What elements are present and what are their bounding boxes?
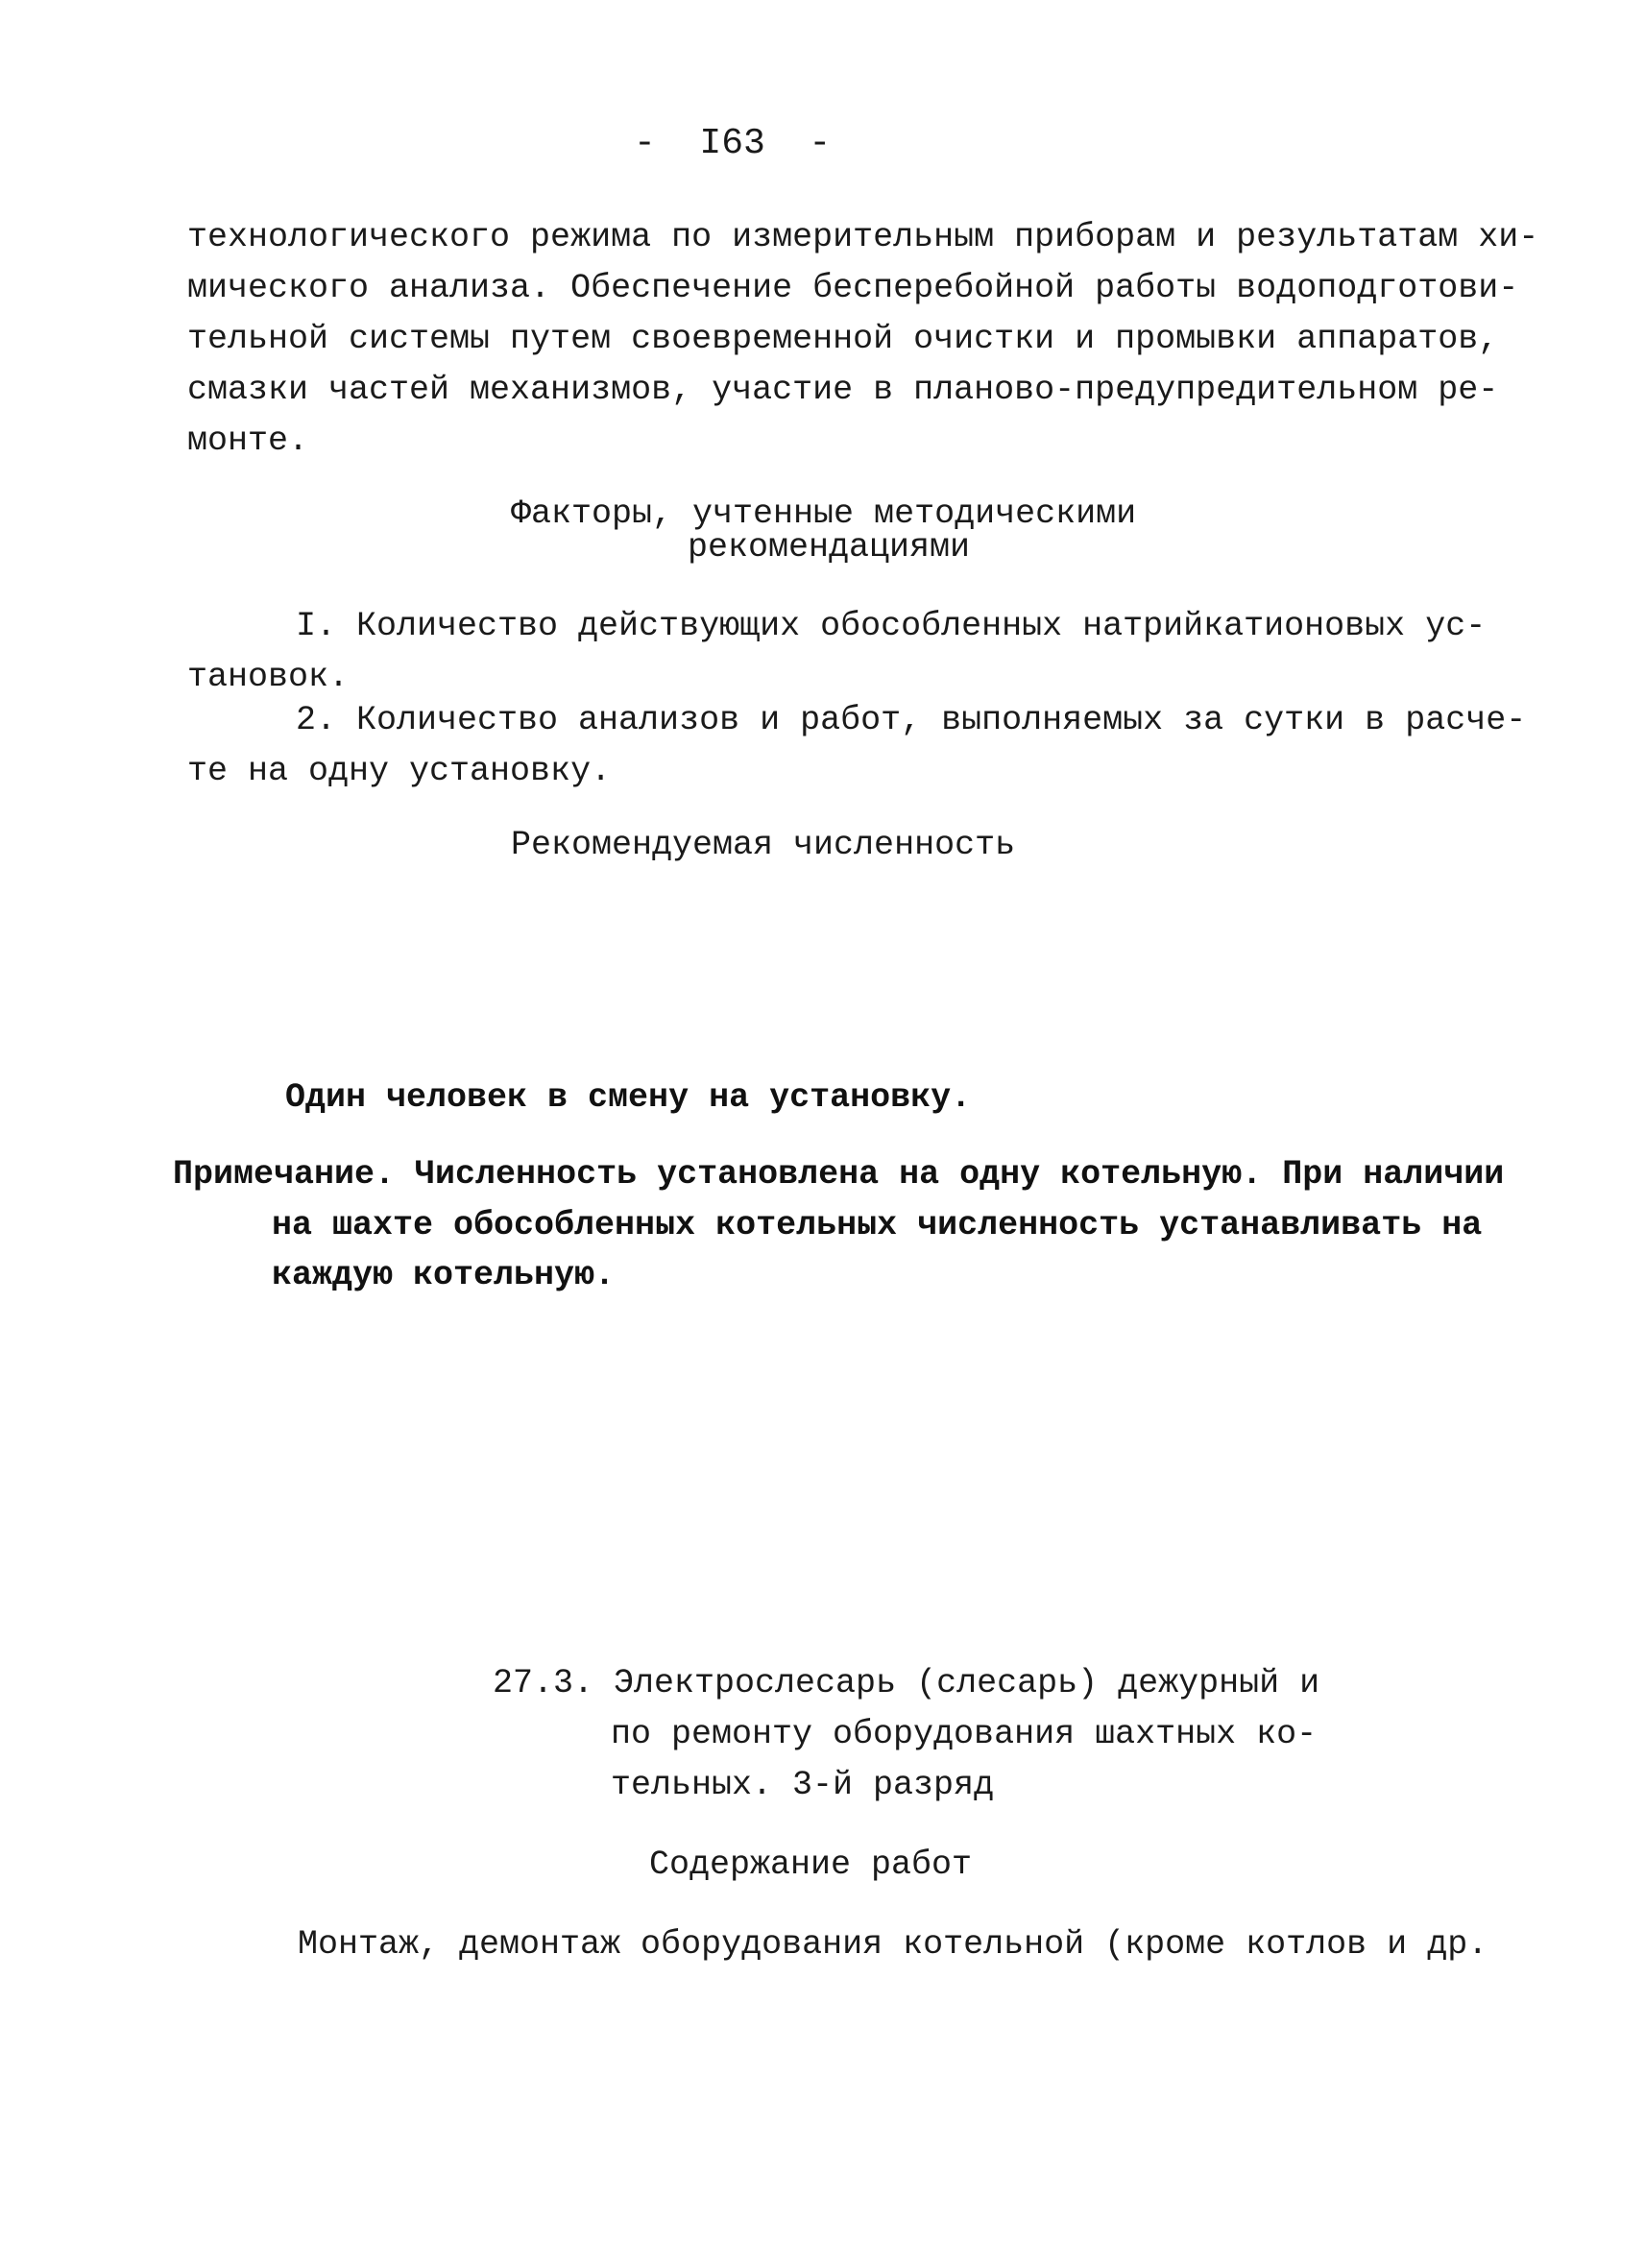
intro-line-4: смазки частей механизмов, участие в планово-предупредительном ре- <box>187 371 1499 409</box>
page-number: - I63 - <box>634 123 832 164</box>
section-title-line-1: 27.3. Электрослесарь (слесарь) дежурный и <box>493 1664 1320 1702</box>
factor-1-line-2: тановок. <box>187 658 350 696</box>
intro-line-5: монте. <box>187 422 309 460</box>
content-heading: Содержание работ <box>649 1846 973 1884</box>
factor-2-line-1: 2. Количество анализов и работ, выполняемых за сутки в расче- <box>296 701 1527 739</box>
intro-line-1: технологического режима по измерительным приборам и результатам хи- <box>187 218 1539 256</box>
content-line-1: Монтаж, демонтаж оборудования котельной (кроме котлов и др. <box>298 1925 1488 1964</box>
note-line-2: на шахте обособленных котельных численность устанавливать на <box>272 1206 1483 1244</box>
section-title-line-3: тельных. 3-й разряд <box>611 1766 995 1804</box>
recommended-heading: Рекомендуемая численность <box>511 826 1016 864</box>
factor-2-line-2: те на одну установку. <box>187 752 612 790</box>
note-line-1: Примечание. Численность установлена на одну котельную. При наличии <box>173 1155 1505 1194</box>
factors-heading-line-1: Факторы, учтенные методическими <box>511 495 1137 533</box>
intro-line-3: тельной системы путем своевременной очистки и промывки аппаратов, <box>187 320 1499 358</box>
note-line-3: каждую котельную. <box>272 1256 616 1294</box>
factor-1-line-1: I. Количество действующих обособленных натрийкатионовых ус- <box>296 607 1487 645</box>
factors-heading-line-2: рекомендациями <box>688 528 971 567</box>
section-title-line-2: по ремонту оборудования шахтных ко- <box>611 1715 1318 1753</box>
recommendation-text: Один человек в смену на установку. <box>285 1078 972 1117</box>
intro-line-2: мического анализа. Обеспечение бесперебойной работы водоподготови- <box>187 269 1519 307</box>
